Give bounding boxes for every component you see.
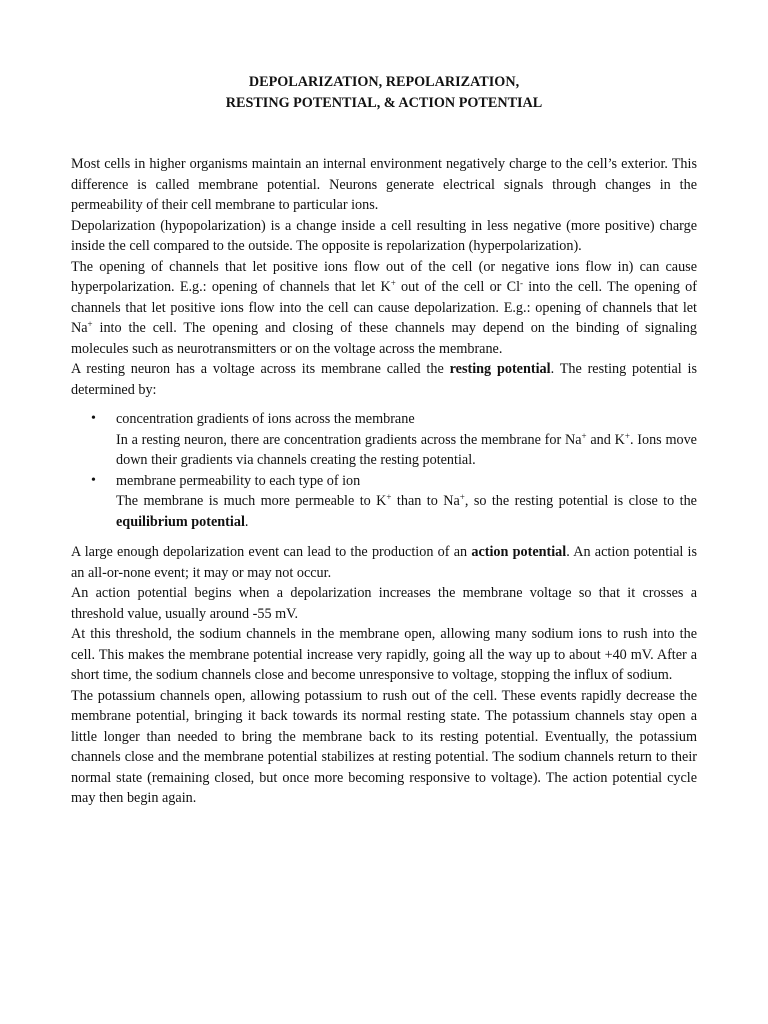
document-title [0,72,768,113]
text-run: out of the cell or Cl [395,279,521,295]
text-run: into the cell. The opening and closing of these channels may depend on the binding of signaling molecules such as neurotransmitters or on the voltage across the membrane. [71,320,697,357]
document-body [71,154,697,809]
text-run: into the cell. The opening of channels that let positive ions flow into the cell can cause depolarization. E.g.: opening of channels that let Na [71,279,698,336]
bullet-detail [116,430,697,471]
paragraph-sodium-channels: At this threshold, the sodium channels in the membrane open, allowing many sodium ions to rush into the cell. This makes the membrane potential increase very rapidly, going all the way up to about +40 mV. After a short time, the sodium channels close and become unresponsive to voltage, stopping the influx of sodium. [71,626,697,683]
text-run: and K [586,431,625,448]
paragraph-action-potential-intro [71,542,697,583]
superscript: + [459,492,465,502]
list-item [71,409,697,471]
paragraph-threshold: An action potential begins when a depolarization increases the membrane voltage so that it crosses a threshold value, usually around -55 mV. [71,585,697,622]
bullet-heading: • concentration gradients of ions across the membrane [116,411,415,427]
superscript: + [87,319,93,329]
bullet-detail [116,491,697,532]
text-run: A resting neuron has a voltage across its membrane called the [71,361,450,377]
paragraph-channels [71,257,697,360]
text-run: . The resting potential is determined by: [71,361,697,398]
text-run: . An action potential is an all-or-none event; it may or may not occur. [71,544,698,581]
bullet-list [71,409,697,532]
paragraph-resting-neuron [71,359,697,400]
paragraph-membrane-potential: Most cells in higher organisms maintain an internal environment negatively charge to the cell’s exterior. This difference is called membrane potential. Neurons generate electrical signals through changes in the permeability of their cell membrane to particular ions. [71,156,697,213]
text-run: The opening of channels that let positive ions flow out of the cell (or negative ions flow in) can cause hyperpolarization. E.g.: opening of channels that let K [71,258,697,295]
title-line-1: DEPOLARIZATION, REPOLARIZATION, [248,74,520,90]
bullet-heading: • membrane permeability to each type of ion [116,472,361,489]
text-run: . [244,513,249,530]
text-run: The membrane is much more permeable to K [116,493,387,509]
superscript: - [520,278,524,288]
superscript: + [386,492,392,502]
paragraph-depolarization: Depolarization (hypopolarization) is a change inside a cell resulting in less negative (more positive) charge inside the cell compared to the outside. The opposite is repolarization (hyperpolarization). [71,217,697,254]
superscript: + [624,430,630,441]
text-run: . Ions move down their gradients via channels creating the resting potential. [116,431,697,468]
text-run: A large enough depolarization event can lead to the production of an [71,544,472,560]
text-run: In a resting neuron, there are concentration gradients across the membrane for Na [116,431,582,448]
bold-term: action potential [471,544,567,560]
list-item [71,471,697,533]
title-line-2: RESTING POTENTIAL, & ACTION POTENTIAL [225,94,543,111]
text-run: than to Na [391,493,460,509]
bold-term: equilibrium potential [116,513,245,530]
superscript: + [390,278,396,288]
text-run: , so the resting potential is close to the [464,493,697,509]
bold-term: resting potential [449,361,551,377]
paragraph-potassium-channels: The potassium channels open, allowing potassium to rush out of the cell. These events rapidly decrease the membrane potential, bringing it back towards its normal resting state. The potassium channels stay open a little longer than needed to bring the membrane back to its resting potential. Eventually, the potassium channels close and the membrane potential stabilizes at resting potential. The sodium channels return to their normal state (remaining closed, but once more becoming responsive to voltage). The action potential cycle may then begin again. [71,687,697,806]
superscript: + [581,430,587,441]
